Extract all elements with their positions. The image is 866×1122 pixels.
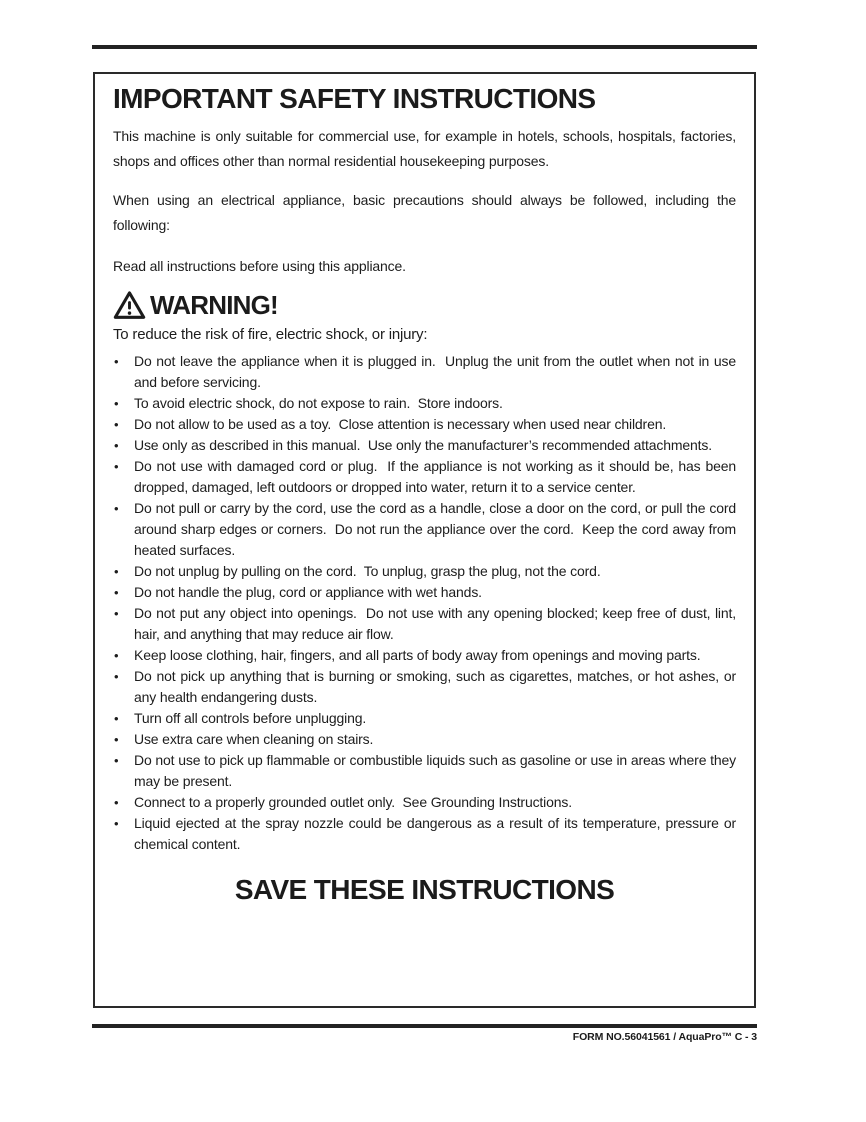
intro-paragraph-precautions: When using an electrical appliance, basic precautions should always be followed, including the following: — [113, 192, 740, 233]
list-item-text: Turn off all controls before unplugging. — [134, 710, 367, 726]
list-item — [113, 603, 740, 645]
warning-subheading: To reduce the risk of fire, electric shock, or injury: — [113, 326, 428, 343]
list-item-text: Do not use to pick up flammable or combustible liquids such as gasoline or use in areas where they may be present. — [134, 752, 740, 789]
bullet-marker: • — [114, 753, 119, 768]
page-title: IMPORTANT SAFETY INSTRUCTIONS — [113, 83, 596, 114]
list-item-text: Use only as described in this manual. Use only the manufacturer’s recommended attachments. — [134, 437, 713, 453]
list-item-text: Connect to a properly grounded outlet only. See Grounding Instructions. — [134, 794, 572, 810]
bullet-marker: • — [114, 648, 119, 663]
list-item — [113, 792, 736, 813]
list-item — [113, 729, 736, 750]
list-item-text: Do not allow to be used as a toy. Close attention is necessary when used near children. — [134, 416, 667, 432]
list-item — [113, 414, 736, 435]
list-item — [113, 750, 740, 792]
list-item-text: Keep loose clothing, hair, fingers, and all parts of body away from openings and moving parts. — [134, 647, 701, 663]
bullet-marker: • — [114, 396, 119, 411]
bullet-marker: • — [114, 669, 119, 684]
list-item — [113, 498, 740, 561]
bullet-marker: • — [114, 564, 119, 579]
list-item — [113, 561, 736, 582]
list-item-text: To avoid electric shock, do not expose to rain. Store indoors. — [134, 395, 503, 411]
bullet-marker: • — [114, 417, 119, 432]
list-item — [113, 666, 740, 708]
list-item-text: Do not put any object into openings. Do not use with any opening blocked; keep free of dust, lint, hair, and anything that may reduce air flow. — [134, 605, 740, 642]
intro-paragraph-commercial-use: This machine is only suitable for commercial use, for example in hotels, schools, hospitals, factories, shops and offices other than normal residential housekeeping purposes. — [113, 128, 740, 169]
list-item-text: Do not handle the plug, cord or appliance with wet hands. — [134, 584, 482, 600]
bullet-marker: • — [114, 795, 119, 810]
save-these-instructions-heading: SAVE THESE INSTRUCTIONS — [234, 874, 615, 905]
list-item-text: Do not pick up anything that is burning or smoking, such as cigarettes, matches, or hot ashes, or any health endangering dusts. — [134, 668, 740, 705]
list-item-text: Do not leave the appliance when it is plugged in. Unplug the unit from the outlet when not in use and before servicing. — [134, 353, 740, 390]
list-item-text: Do not pull or carry by the cord, use the cord as a handle, close a door on the cord, or pull the cord around sharp edges or corners. Do not run the appliance over the cord. Keep the cord away from heated surfaces. — [134, 500, 740, 558]
footer-form-number: FORM NO.56041561 / AquaPro™ C - 3 — [572, 1031, 757, 1043]
bullet-marker: • — [114, 816, 119, 831]
list-item-text: Do not unplug by pulling on the cord. To unplug, grasp the plug, not the cord. — [134, 563, 601, 579]
list-item — [113, 393, 736, 414]
bullet-marker: • — [114, 732, 119, 747]
top-horizontal-rule — [92, 45, 757, 49]
list-item-text: Do not use with damaged cord or plug. If the appliance is not working as it should be, has been dropped, damaged, left outdoors or dropped into water, return it to a service center. — [134, 458, 740, 495]
bullet-marker: • — [114, 354, 119, 369]
list-item — [113, 582, 736, 603]
bullet-marker: • — [114, 438, 119, 453]
warning-heading — [113, 288, 736, 322]
list-item — [113, 813, 740, 855]
list-item-text: Use extra care when cleaning on stairs. — [134, 731, 374, 747]
list-item — [113, 351, 740, 393]
list-item — [113, 435, 736, 456]
list-item — [113, 456, 740, 498]
bullet-marker: • — [114, 606, 119, 621]
bullet-marker: • — [114, 585, 119, 600]
list-item — [113, 708, 736, 729]
list-item — [113, 645, 736, 666]
safety-instructions-box — [93, 72, 756, 1008]
intro-paragraph-read-instructions: Read all instructions before using this appliance. — [113, 258, 406, 274]
bullet-marker: • — [114, 459, 119, 474]
warning-heading-label: WARNING! — [150, 290, 278, 320]
bullet-marker: • — [114, 501, 119, 516]
bullet-marker: • — [114, 711, 119, 726]
warning-triangle-icon — [113, 290, 146, 320]
footer-horizontal-rule — [92, 1024, 757, 1028]
list-item-text: Liquid ejected at the spray nozzle could be dangerous as a result of its temperature, pressure or chemical content. — [134, 815, 740, 852]
safety-bullet-list — [113, 351, 740, 855]
